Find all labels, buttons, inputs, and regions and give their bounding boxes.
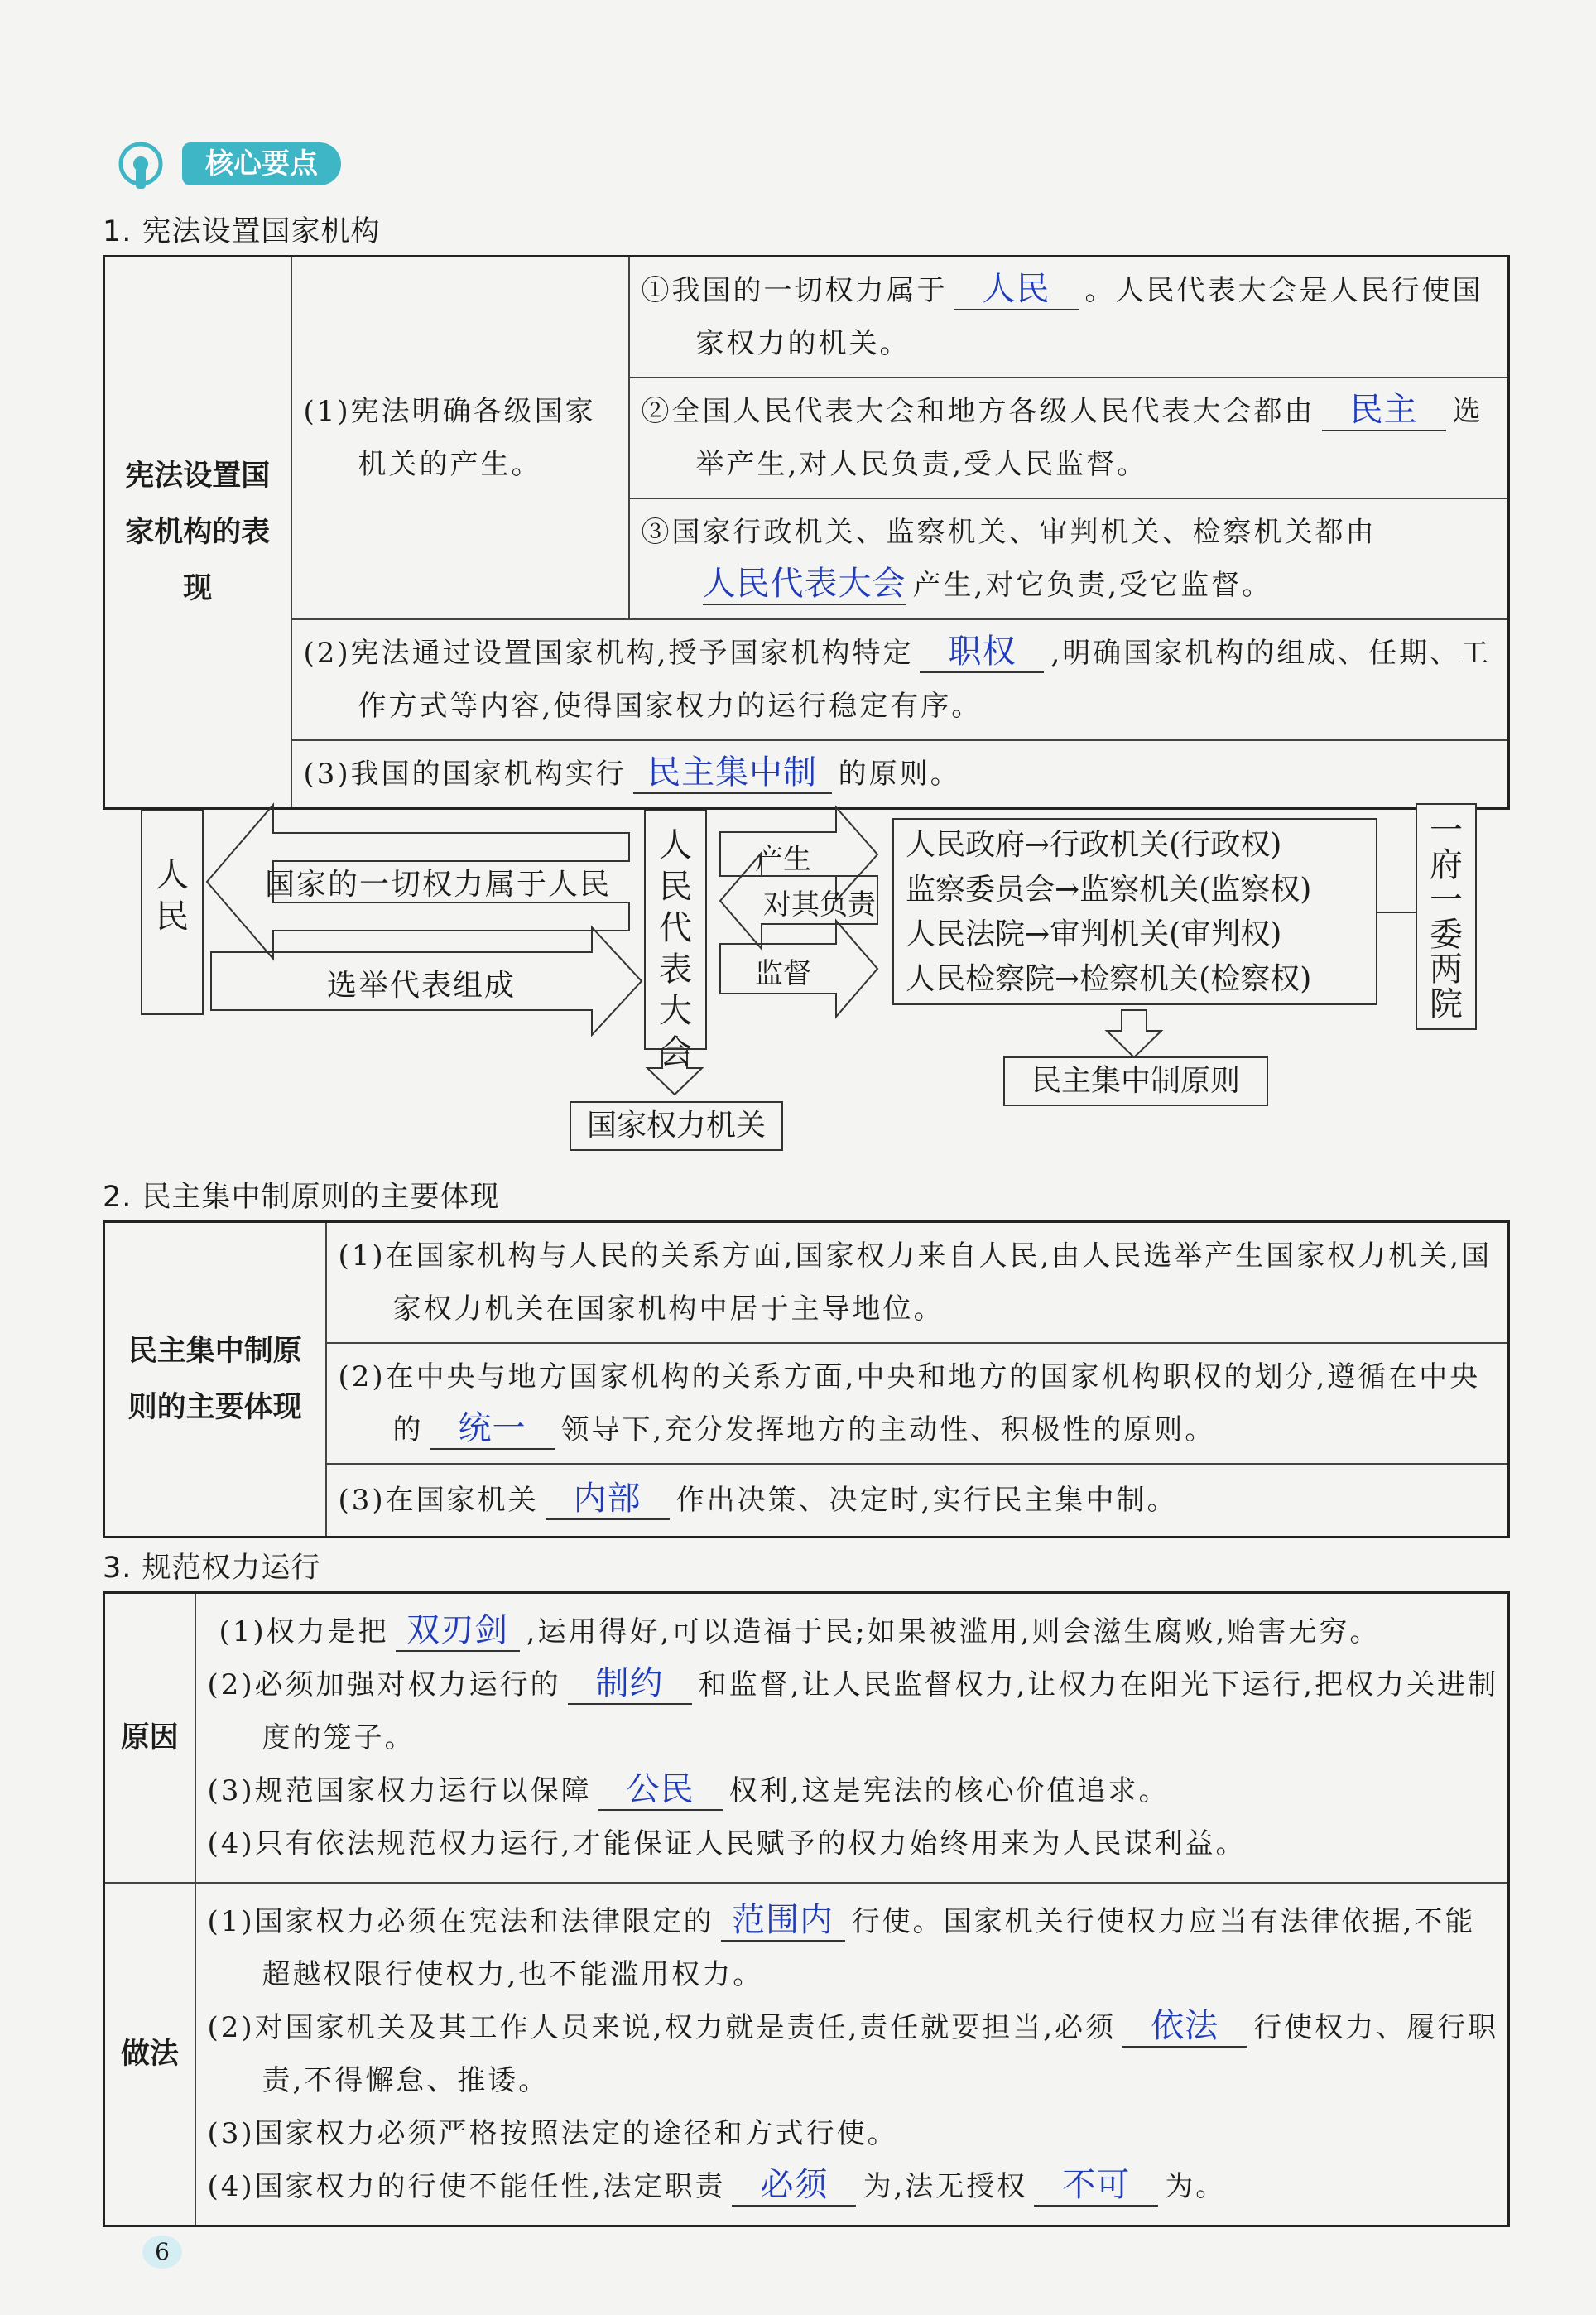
section-1-title: 1. 宪法设置国家机构 bbox=[103, 215, 381, 248]
reason-2: (2)必须加强对权力运行的 制约 和监督,让人民监督权力,让权力在阳光下运行,把权力关进制度的笼子。 bbox=[207, 1664, 1499, 1754]
s1-sub3: ③国家行政机关、监察机关、审判机关、检察机关都由人民代表大会 产生,对它负责,受它监督。 bbox=[629, 498, 1509, 619]
s1-item1-intro: (1)宪法明确各级国家机关的产生。 bbox=[291, 257, 629, 620]
section-1-label: 宪法设置国家机构的表现 bbox=[104, 257, 291, 809]
s2-item1: (1)在国家机构与人民的关系方面,国家权力来自人民,由人民选举产生国家权力机关,国家权力机关在国家机构中居于主导地位。 bbox=[326, 1222, 1509, 1344]
responsible-label: 对其负责 bbox=[763, 888, 876, 922]
s1-sub2: ②全国人民代表大会和地方各级人民代表大会都由 民主 选举产生,对人民负责,受人民监督。 bbox=[629, 378, 1509, 498]
method-3: (3)国家权力必须严格按照法定的途径和方式行使。 bbox=[207, 2117, 898, 2150]
answer-blank[interactable]: 民主 bbox=[1322, 390, 1446, 431]
arrow-left-label: 国家的一切权力属于人民 bbox=[265, 868, 612, 902]
s2-item3: (3)在国家机关 内部 作出决策、决定时,实行民主集中制。 bbox=[326, 1464, 1509, 1537]
answer-blank[interactable]: 双刃剑 bbox=[396, 1610, 520, 1652]
answer-blank[interactable]: 必须 bbox=[732, 2165, 856, 2207]
bottom-right-box: 民主集中制原则 bbox=[1003, 1056, 1268, 1106]
method-cell bbox=[195, 1883, 1509, 2226]
key-points-badge: 核心要点 bbox=[182, 142, 341, 185]
reason-label: 原因 bbox=[104, 1593, 195, 1884]
page-number: 6 bbox=[142, 2236, 182, 2269]
reason-3: (3)规范国家权力运行以保障 公民 权利,这是宪法的核心价值追求。 bbox=[208, 1764, 1500, 1817]
organ-line: 人民法院→审判机关(审判权) bbox=[906, 917, 1282, 951]
s2-item2: (2)在中央与地方国家机构的关系方面,中央和地方的国家机构职权的划分,遵循在中央的 统一 领导下,充分发挥地方的主动性、积极性的原则。 bbox=[326, 1343, 1509, 1464]
power-structure-diagram bbox=[0, 795, 1596, 1159]
section-2-label: 民主集中制原则的主要体现 bbox=[104, 1222, 326, 1538]
answer-blank[interactable]: 民主集中制 bbox=[633, 753, 832, 794]
reason-cell bbox=[195, 1593, 1509, 1884]
people-box: 人民 bbox=[141, 810, 204, 1015]
answer-blank[interactable]: 公民 bbox=[598, 1769, 723, 1811]
s1-item2: (2)宪法通过设置国家机构,授予国家机构特定 职权 ,明确国家机构的组成、任期、工作方式等内容,使得国家权力的运行稳定有序。 bbox=[291, 619, 1509, 740]
answer-blank[interactable]: 内部 bbox=[546, 1479, 670, 1520]
answer-blank[interactable]: 制约 bbox=[568, 1663, 692, 1705]
section-2-title: 2. 民主集中制原则的主要体现 bbox=[103, 1181, 500, 1214]
s1-sub1: ①我国的一切权力属于 人民 。人民代表大会是人民行使国家权力的机关。 bbox=[629, 257, 1509, 378]
supervise-label: 监督 bbox=[755, 957, 811, 990]
section-3-table bbox=[103, 1591, 1510, 2227]
arrow-down-organs bbox=[1107, 1010, 1161, 1057]
answer-blank[interactable]: 人民 bbox=[954, 269, 1079, 310]
produce-label: 产生 bbox=[755, 843, 811, 876]
bottom-left-box: 国家权力机关 bbox=[570, 1101, 783, 1151]
method-label: 做法 bbox=[104, 1883, 195, 2226]
section-3-title: 3. 规范权力运行 bbox=[103, 1552, 321, 1585]
answer-blank[interactable]: 范围内 bbox=[721, 1900, 845, 1942]
s1-item3: (3)我国的国家机构实行 民主集中制 的原则。 bbox=[291, 740, 1509, 809]
section-1-table bbox=[103, 255, 1510, 810]
reason-4: (4)只有依法规范权力运行,才能保证人民赋予的权力始终用来为人民谋利益。 bbox=[207, 1827, 1247, 1860]
answer-blank[interactable]: 统一 bbox=[430, 1408, 555, 1450]
organ-line: 人民政府→行政机关(行政权) bbox=[906, 828, 1282, 862]
key-points-icon bbox=[114, 139, 167, 192]
npc-box: 人民代表大会 bbox=[644, 810, 707, 1050]
method-1: (1)国家权力必须在宪法和法律限定的 范围内 行使。国家机关行使权力应当有法律依据,不能超越权限行使权力,也不能滥用权力。 bbox=[207, 1901, 1476, 1991]
key-points-header bbox=[114, 139, 346, 189]
arrow-right-label: 选举代表组成 bbox=[327, 969, 517, 1003]
method-2: (2)对国家机关及其工作人员来说,权力就是责任,责任就要担当,必须 依法 行使权力、履行职责,不得懈怠、推诿。 bbox=[207, 2007, 1499, 2097]
method-4: (4)国家权力的行使不能任性,法定职责 必须 为,法无授权 不可 为。 bbox=[208, 2160, 1500, 2213]
reason-1: (1)权力是把 双刃剑 ,运用得好,可以造福于民;如果被滥用,则会滋生腐败,贻害无穷。 bbox=[208, 1605, 1500, 1658]
answer-blank[interactable]: 依法 bbox=[1122, 2006, 1247, 2048]
side-box: 一府一委两院 bbox=[1416, 803, 1477, 1030]
section-2-table bbox=[103, 1220, 1510, 1538]
answer-blank[interactable]: 不可 bbox=[1034, 2165, 1158, 2207]
organ-line: 监察委员会→监察机关(监察权) bbox=[906, 873, 1312, 907]
organs-box bbox=[892, 818, 1377, 1005]
answer-blank[interactable]: 职权 bbox=[920, 632, 1044, 673]
answer-blank[interactable]: 人民代表大会 bbox=[703, 564, 906, 605]
organ-line: 人民检察院→检察机关(检察权) bbox=[906, 962, 1312, 996]
